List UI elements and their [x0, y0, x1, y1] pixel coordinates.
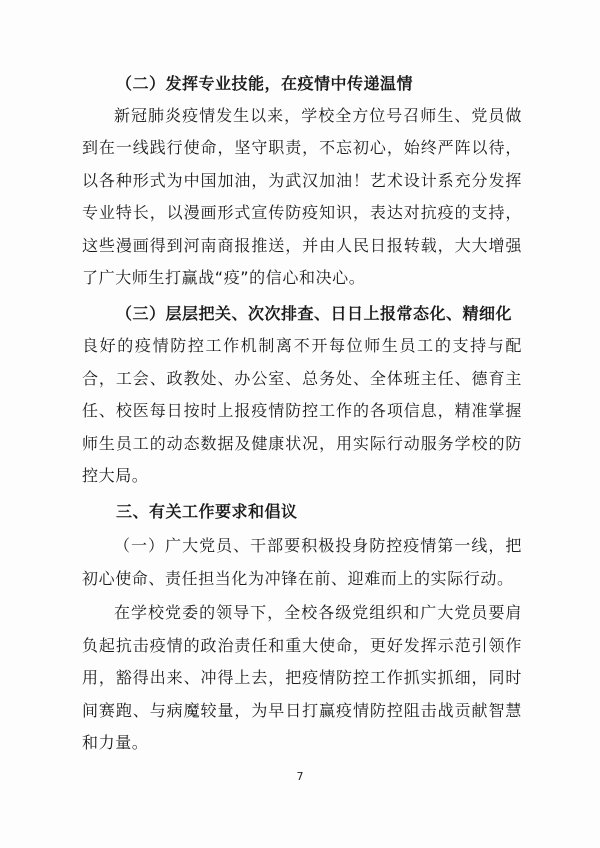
- subheading-three: （三）层层把关、次次排查、日日上报常态化、精细化: [116, 304, 513, 324]
- page-number: 7: [296, 770, 304, 783]
- paragraph-prevention-mechanism: 良好的疫情防控工作机制离不开每位师生员工的支持与配合，工会、政教处、办公室、总务处、全体班主任、德育主任、校医每日按时上报疫情防控工作的各项信息，精准掌握师生员工的动态数据及健康状况，用实际行动服务学校的防控大局。: [82, 336, 522, 486]
- paragraph-party-leadership: 在学校党委的领导下，全校各级党组织和广大党员要肩负起抗击疫情的政治责任和重大使命，更好发挥示范引领作用，豁得出来、冲得上去，把疫情防控工作抓实抓细，同时间赛跑、与病魔较量，为早日打赢疫情防控阻击战贡献智慧和力量。: [82, 603, 522, 752]
- subheading-two: （二）发挥专业技能，在疫情中传递温情: [116, 74, 414, 93]
- paragraph-party-members: （一）广大党员、干部要积极投身防控疫情第一线，把初心使命、责任担当化为冲锋在前、迎难而上的实际行动。: [82, 536, 522, 588]
- section-three-title: 三、有关工作要求和倡议: [116, 502, 298, 522]
- paragraph-covid-response: 新冠肺炎疫情发生以来，学校全方位号召师生、党员做到在一线践行使命，坚守职责，不忘初心，始终严阵以待，以各种形式为中国加油，为武汉加油！艺术设计系充分发挥专业特长，以漫画形式宣传防疫知识，表达对抗疫的支持，这些漫画得到河南商报推送，并由人民日报转载，大大增强了广大师生打赢战“疫”的信心和决心。: [82, 106, 522, 288]
- document-body: [82, 68, 522, 759]
